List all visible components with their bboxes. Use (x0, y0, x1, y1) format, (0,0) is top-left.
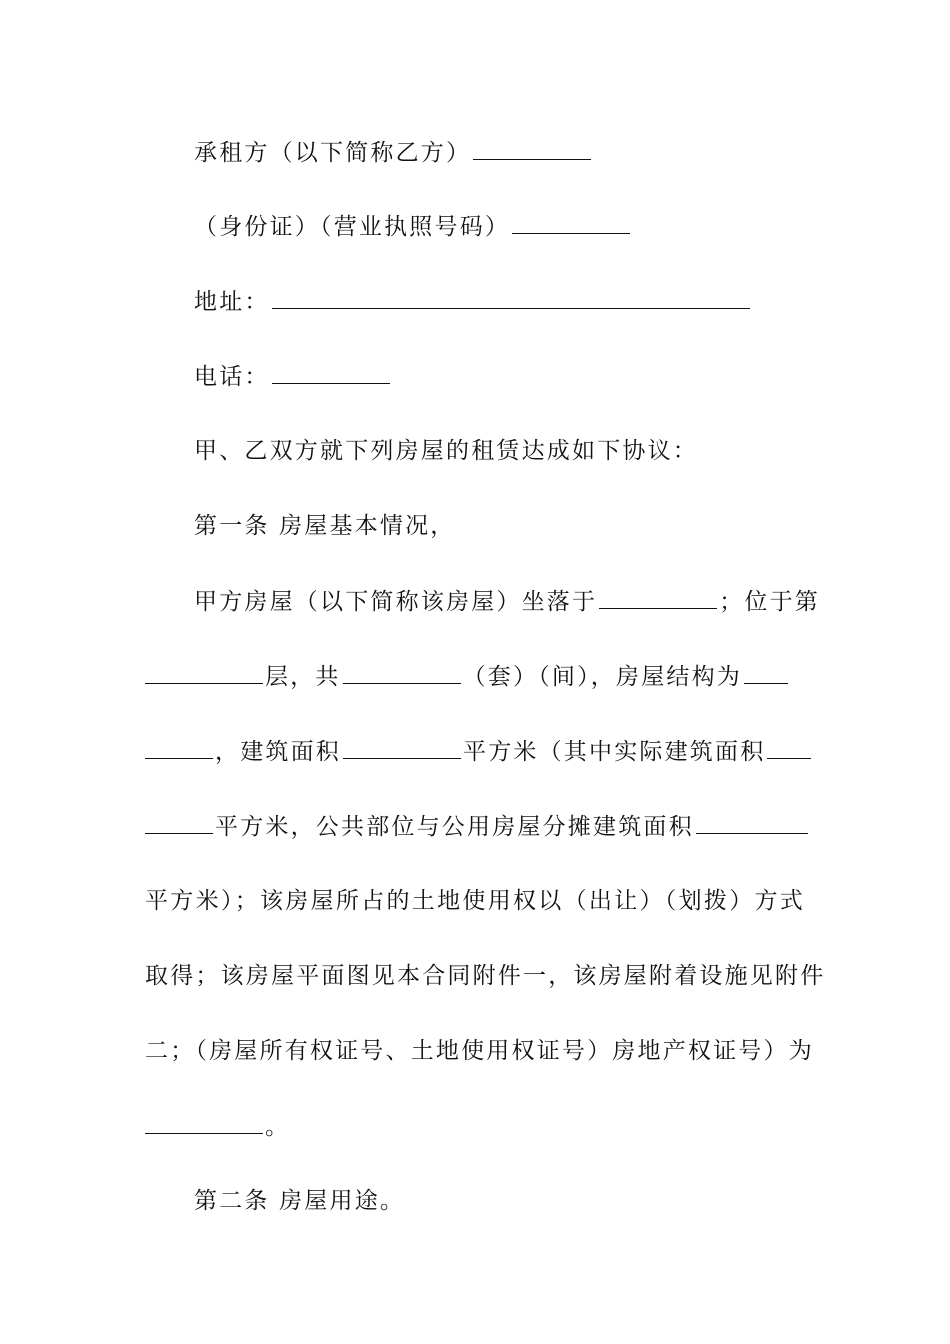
phone-label: 电话： (194, 364, 270, 390)
area-blank[interactable] (343, 736, 461, 759)
article1-line4 (145, 811, 805, 842)
units-blank[interactable] (343, 661, 461, 684)
article1-line1 (194, 586, 821, 617)
actual-area-blank-a[interactable] (767, 736, 811, 759)
article1-line8 (145, 1111, 805, 1142)
floor-suffix: 层，共 (265, 664, 341, 690)
structure-label: （套）（间），房屋结构为 (462, 664, 743, 690)
article1-line3 (145, 736, 805, 767)
location-label: 甲方房屋（以下简称该房屋）坐落于 (194, 589, 598, 615)
structure-blank-a[interactable] (744, 661, 788, 684)
address-blank[interactable] (272, 286, 750, 309)
floor-blank[interactable] (145, 661, 263, 684)
lessee-line (194, 137, 814, 168)
lessee-label: 承租方（以下简称乙方） (194, 140, 472, 166)
article1-line7: 二；（房屋所有权证号、土地使用权证号）房地产权证号）为 (145, 1038, 814, 1064)
id-line (194, 211, 814, 242)
agreement-intro: 甲、乙双方就下列房屋的租赁达成如下协议： (194, 438, 698, 464)
article1-title: 第一条 房屋基本情况， (194, 513, 456, 539)
actual-area-label: 平方米（其中实际建筑面积 (463, 739, 766, 765)
article1-line6: 取得；该房屋平面图见本合同附件一，该房屋附着设施见附件 (145, 963, 826, 989)
phone-blank[interactable] (272, 361, 390, 384)
certificate-blank[interactable] (145, 1111, 263, 1134)
id-number-blank[interactable] (512, 211, 630, 234)
location-blank[interactable] (599, 586, 717, 609)
address-label: 地址： (194, 289, 270, 315)
address-line (194, 286, 814, 317)
article1-line5: 平方米）；该房屋所占的土地使用权以（出让）（划拨）方式 (145, 888, 805, 914)
period: 。 (265, 1114, 291, 1140)
phone-line (194, 361, 814, 392)
id-label: （身份证）（营业执照号码） (194, 214, 511, 240)
lessee-name-blank[interactable] (473, 137, 591, 160)
shared-area-label: 平方米，公共部位与公用房屋分摊建筑面积 (215, 814, 694, 840)
shared-area-blank[interactable] (696, 811, 808, 834)
article1-line2 (145, 661, 805, 692)
floor-prefix: ；位于第 (719, 589, 821, 615)
structure-blank-b[interactable] (145, 736, 213, 759)
area-label: ，建筑面积 (215, 739, 341, 765)
article2-title: 第二条 房屋用途。 (194, 1188, 406, 1214)
actual-area-blank-b[interactable] (145, 811, 213, 834)
